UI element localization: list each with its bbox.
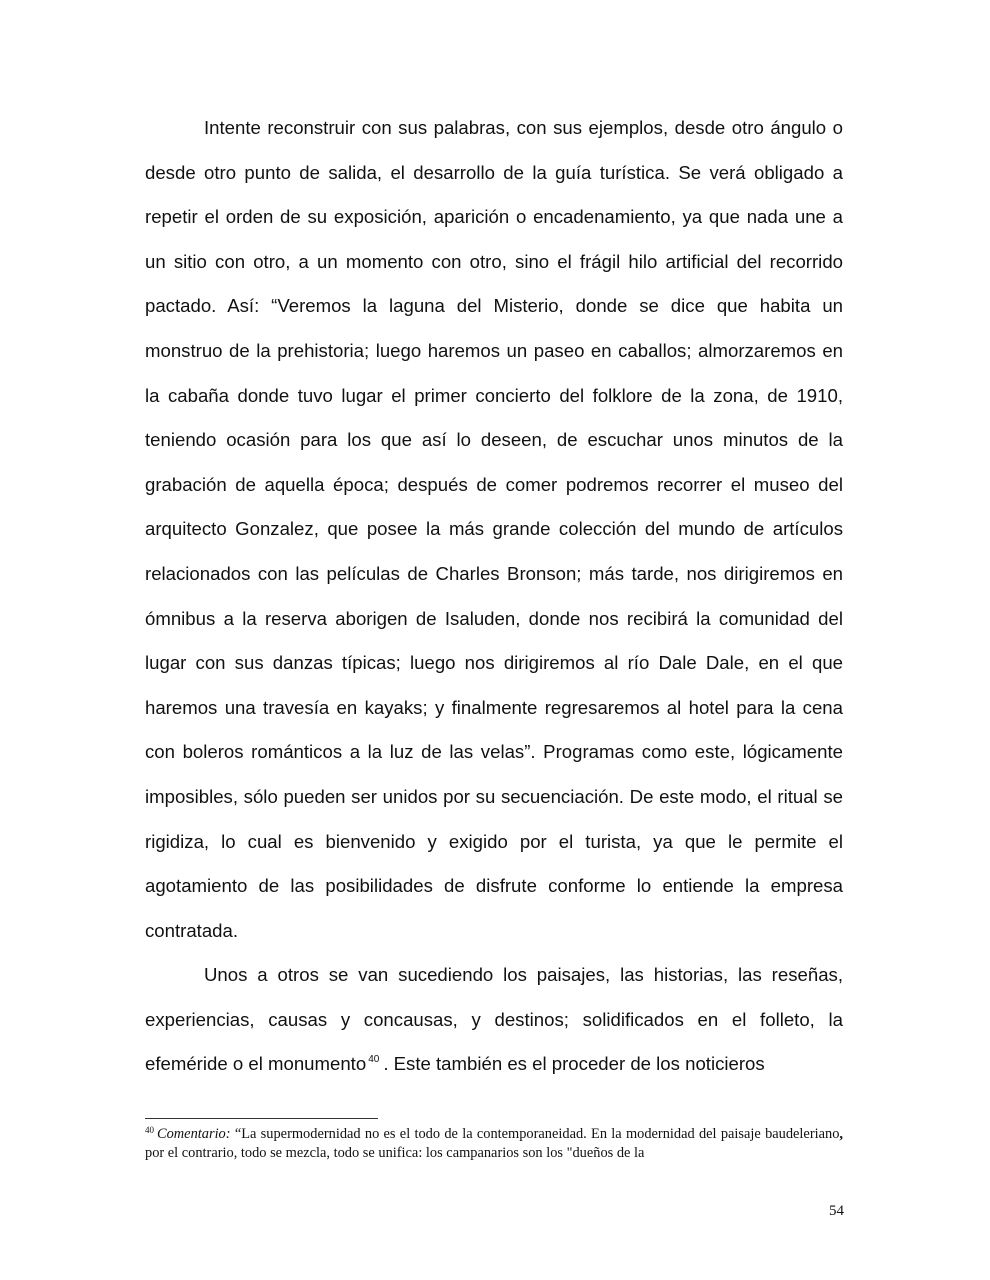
footnote-text-a: “La supermodernidad no es el todo de la contemporaneidad. En la modernidad del paisaje baudeleriano: [230, 1126, 840, 1142]
paragraph-2-text-a: Unos a otros se van sucediendo los paisajes, las historias, las reseñas, experiencias, causas y concausas, y destinos; solidificados en el folleto, la efeméride o el monumento: [145, 964, 843, 1075]
footnote-bold-comma: ,: [839, 1126, 843, 1142]
footnote-text-b: por el contrario, todo se mezcla, todo se unifica: los campanarios son los "dueños de la: [145, 1145, 645, 1161]
body-text: [145, 106, 843, 1087]
paragraph-2: [145, 953, 843, 1087]
paragraph-1: Intente reconstruir con sus palabras, con sus ejemplos, desde otro ángulo o desde otro punto de salida, el desarrollo de la guía turística. Se verá obligado a repetir el orden de su exposición, aparición o encadenamiento, ya que nada une a un sitio con otro, a un momento con otro, sino el frágil hilo artificial del recorrido pactado. Así: “Veremos la laguna del Misterio, donde se dice que habita un monstruo de la prehistoria; luego haremos un paseo en caballos; almorzaremos en la cabaña donde tuvo lugar el primer concierto del folklore de la zona, de 1910, teniendo ocasión para los que así lo deseen, de escuchar unos minutos de la grabación de aquella época; después de comer podremos recorrer el museo del arquitecto Gonzalez, que posee la más grande colección del mundo de artículos relacionados con las películas de Charles Bronson; más tarde, nos dirigiremos en ómnibus a la reserva aborigen de Isaluden, donde nos recibirá la comunidad del lugar con sus danzas típicas; luego nos dirigiremos al río Dale Dale, en el que haremos una travesía en kayaks; y finalmente regresaremos al hotel para la cena con boleros románticos a la luz de las velas”. Programas como este, lógicamente imposibles, sólo pueden ser unidos por su secuenciación. De este modo, el ritual se rigidiza, lo cual es bienvenido y exigido por el turista, ya que le permite el agotamiento de las posibilidades de disfrute conforme lo entiende la empresa contratada.: [145, 117, 843, 941]
footnote-reference-40[interactable]: 40: [368, 1054, 380, 1066]
footnote-40: [145, 1125, 843, 1163]
footnote-label: Comentario:: [157, 1126, 231, 1142]
footnote-separator: [145, 1118, 378, 1119]
paragraph-2-text-b: . Este también es el proceder de los noticieros: [383, 1053, 765, 1075]
page-number: 54: [829, 1203, 844, 1219]
footnote-number: 40: [145, 1125, 154, 1135]
